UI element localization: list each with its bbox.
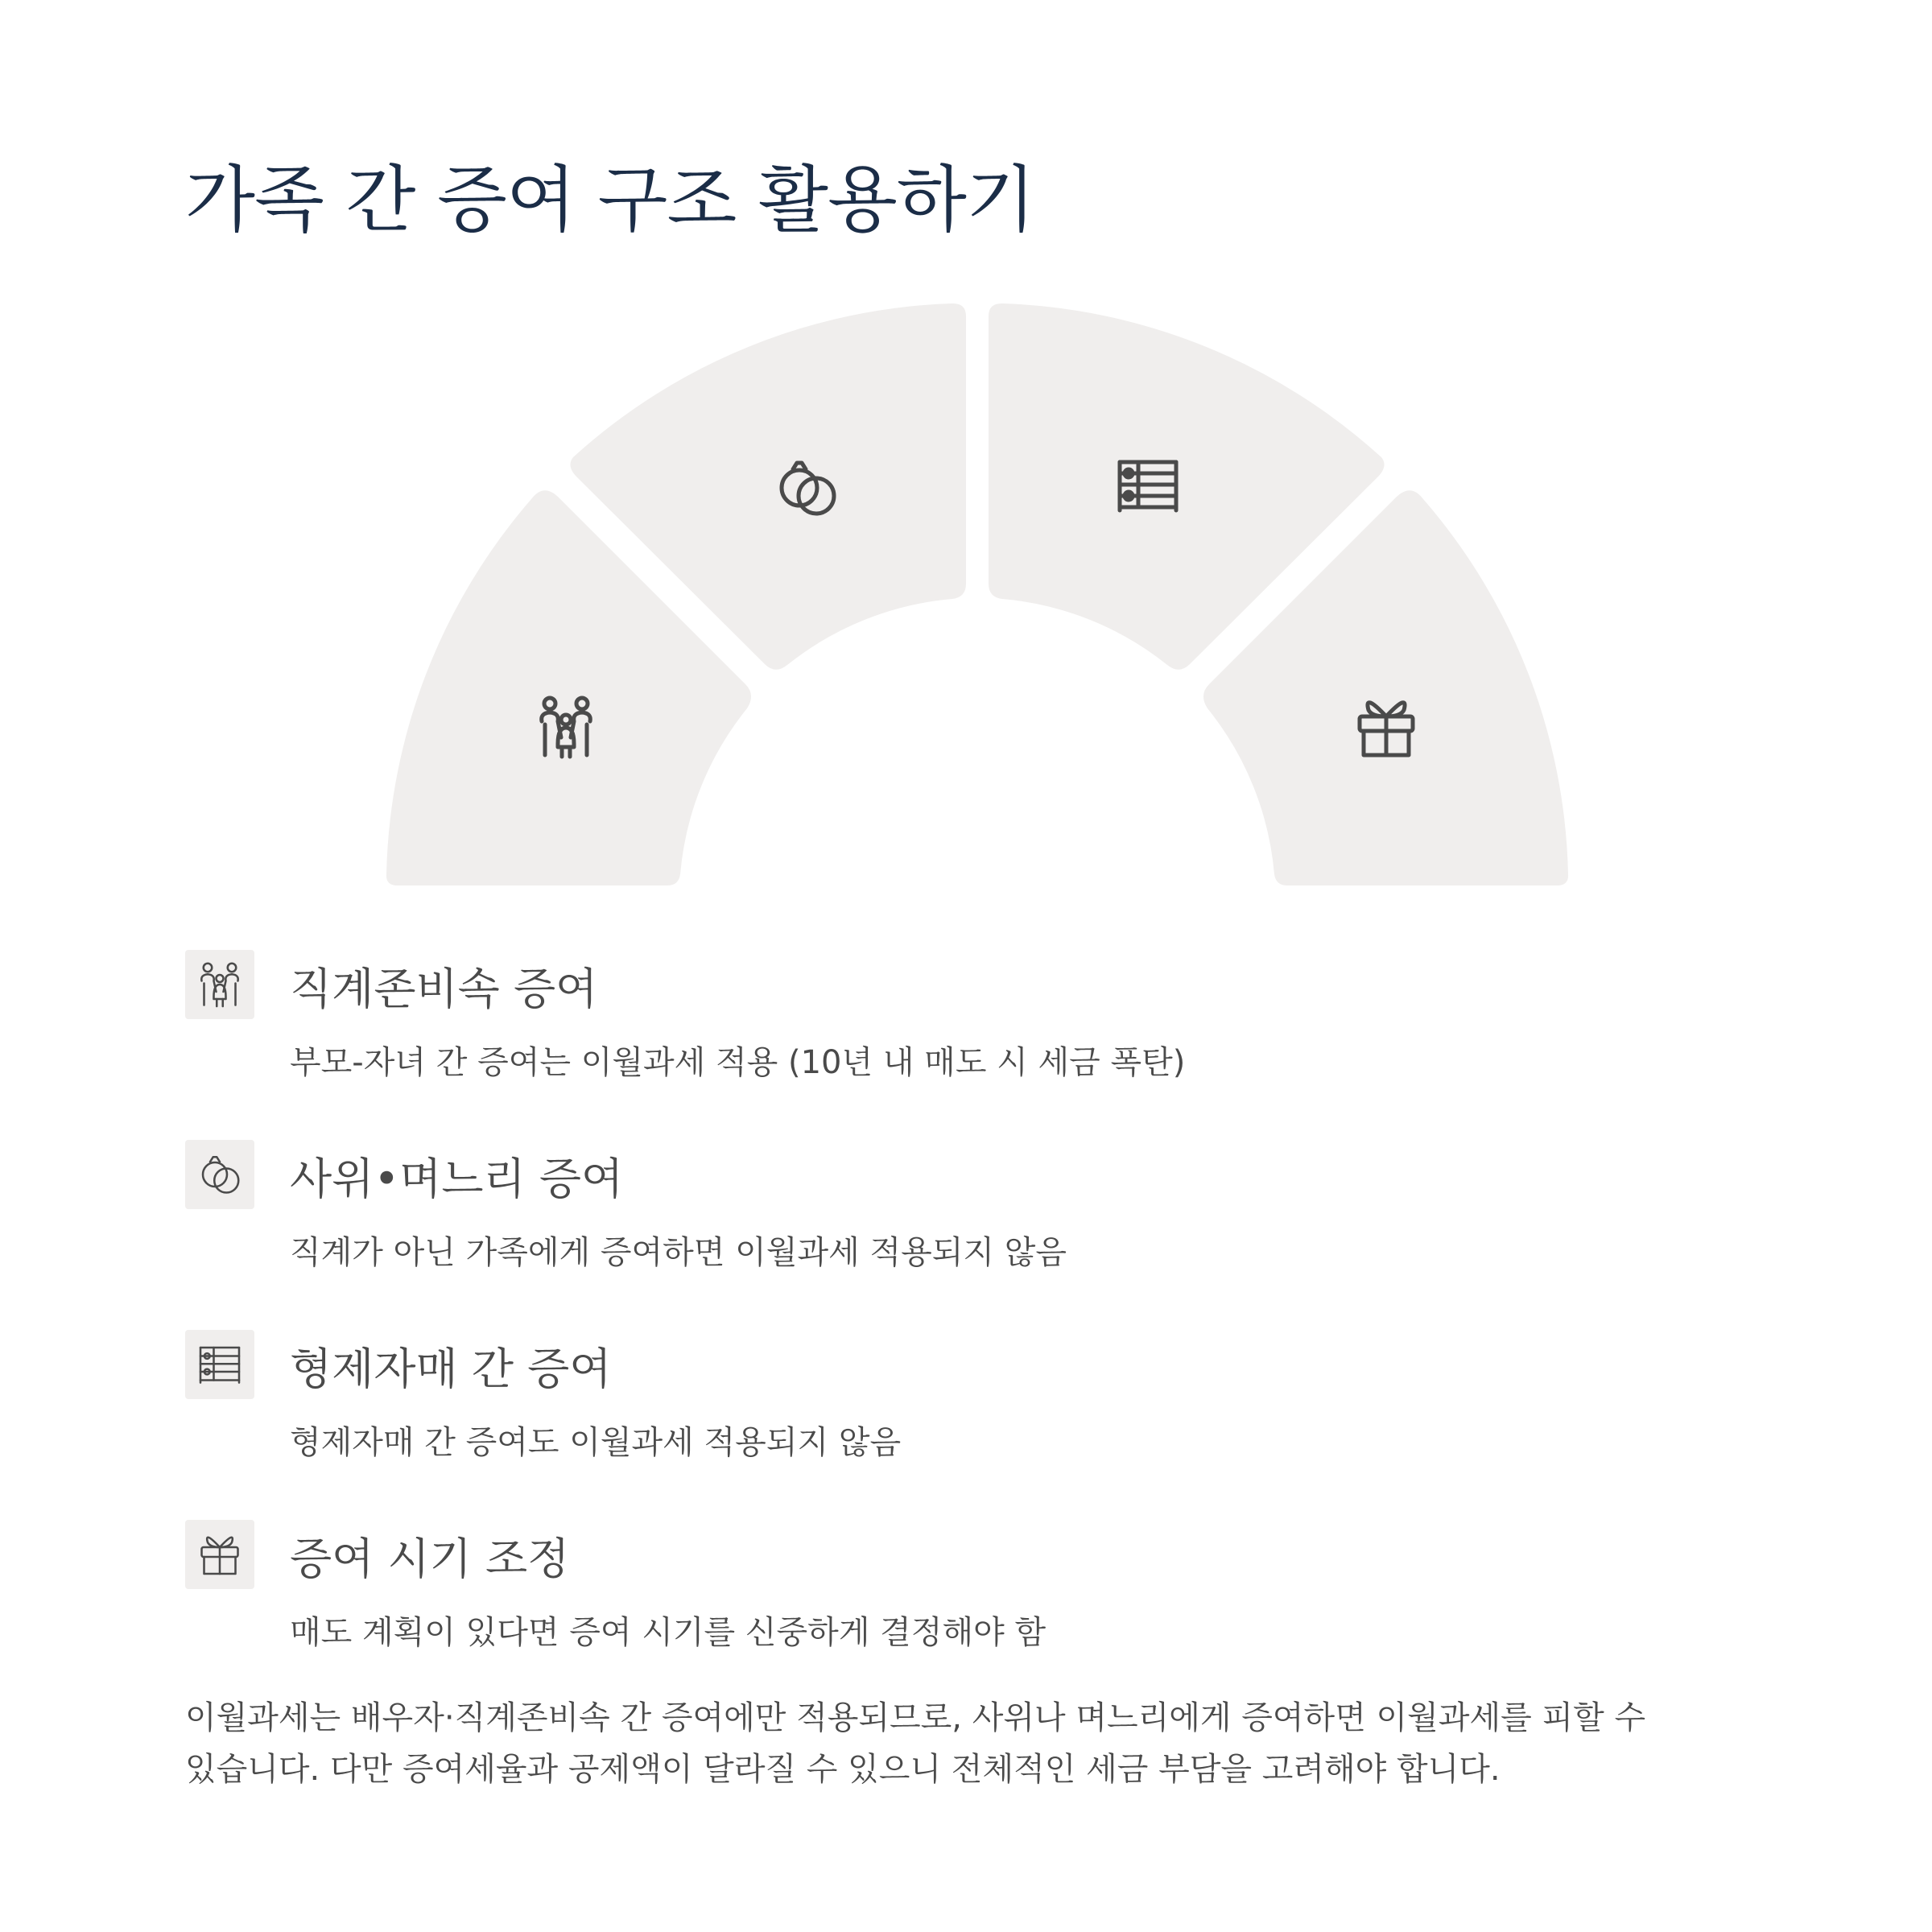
item-badge: [185, 1520, 254, 1589]
rings-icon: [196, 1150, 244, 1199]
gift-icon: [196, 1530, 244, 1579]
list-item: [185, 1330, 1795, 1520]
item-badge: [185, 1330, 254, 1399]
list-item: [185, 1520, 1795, 1710]
item-title: 증여 시기 조정: [290, 1534, 570, 1584]
item-badge: [185, 950, 254, 1019]
item-title: 사위•며느리 증여: [290, 1154, 624, 1204]
list-item: [185, 950, 1795, 1140]
item-title: 직계존비속 증여: [290, 964, 598, 1014]
item-description: 부모-자녀 간 증여는 이월과세 적용 (10년 내 매도 시 세금 폭탄): [290, 1044, 1186, 1081]
item-badge: [185, 1140, 254, 1209]
item-title: 형제자매 간 증여: [290, 1344, 612, 1394]
item-description: 직계가 아닌 가족에게 증여하면 이월과세 적용되지 않음: [290, 1234, 1067, 1271]
bunk-bed-icon: [196, 1340, 244, 1389]
item-description: 형제자매 간 증여도 이월과세 적용되지 않음: [290, 1424, 902, 1461]
footnote: 이월과세는 배우자·직계존비속 간 증여에만 적용되므로, 사위나 며느리에게 증여하면 이월과세를 피할 수 있습니다. 다만 증여세율과 공제액이 달라질 수 있으니 전체적인 세금 부담을 고려해야 합니다.: [185, 1699, 1646, 1788]
semicircle-diagram: [0, 0, 1932, 902]
item-list: [185, 950, 1795, 1710]
family-icon: [196, 960, 244, 1009]
list-item: [185, 1140, 1795, 1330]
item-description: 매도 계획이 있다면 증여 시기를 신중하게 결정해야 함: [290, 1614, 1046, 1651]
page-title: 가족 간 증여 구조 활용하기: [185, 158, 1035, 242]
